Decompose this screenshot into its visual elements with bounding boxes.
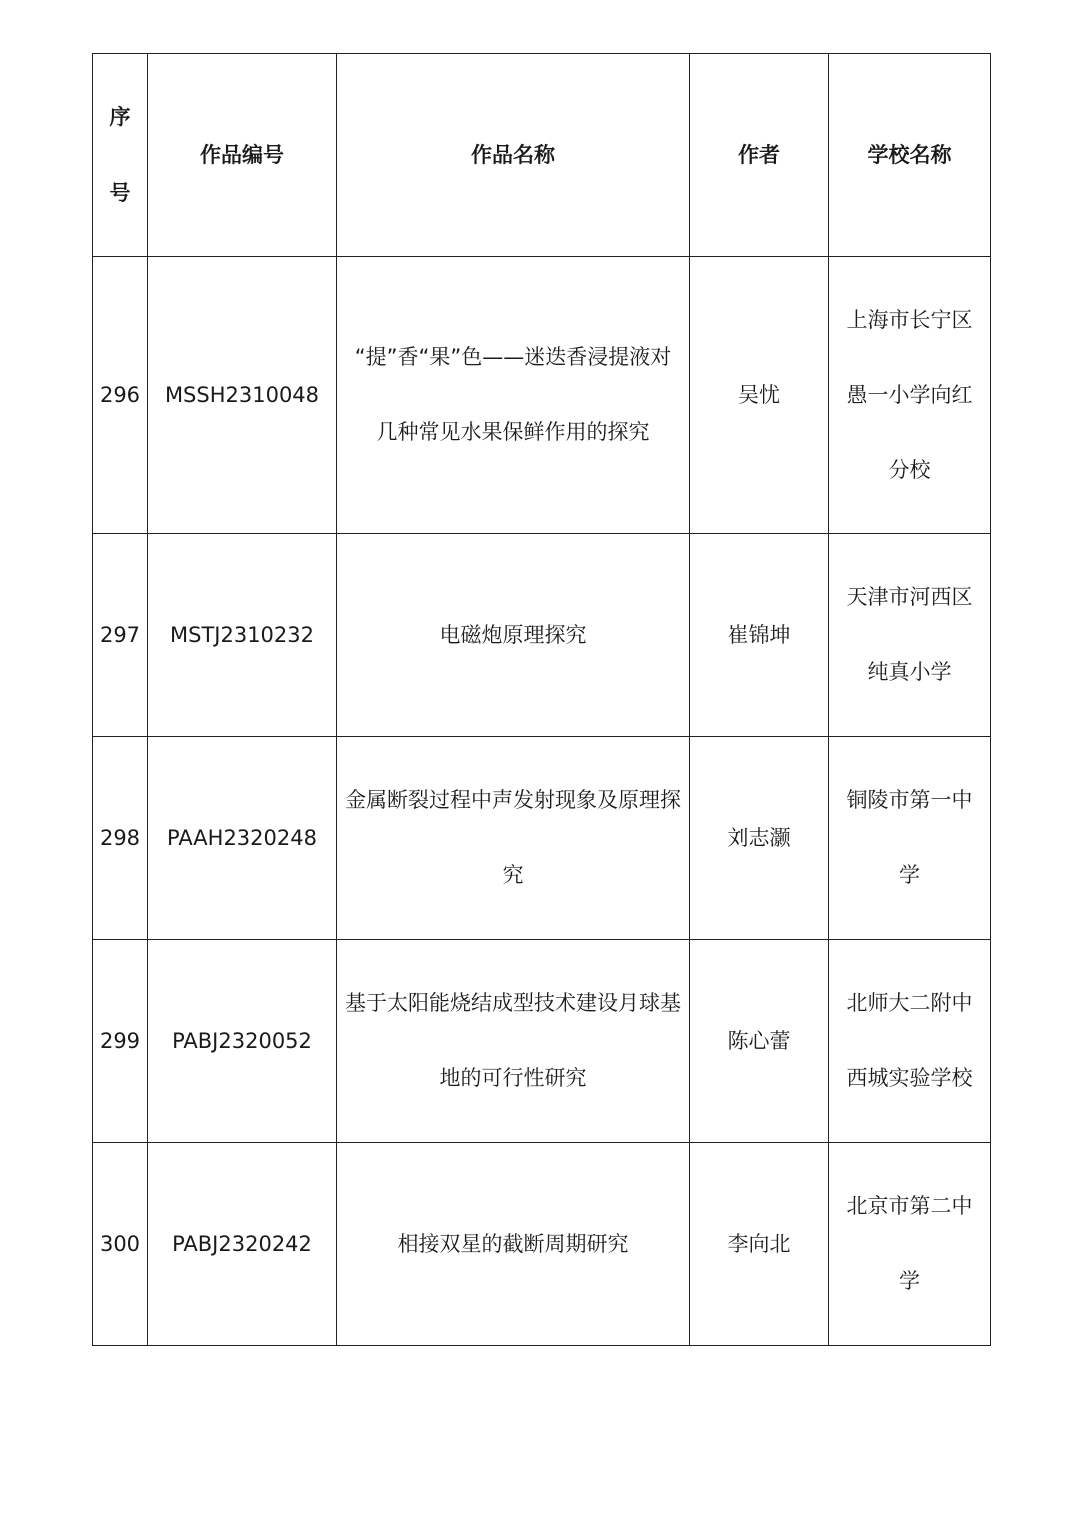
cell-title: 金属断裂过程中声发射现象及原理探究 xyxy=(337,737,690,940)
header-code: 作品编号 xyxy=(148,54,337,257)
cell-school: 上海市长宁区愚一小学向红分校 xyxy=(829,257,991,534)
cell-seq: 297 xyxy=(93,534,148,737)
header-title: 作品名称 xyxy=(337,54,690,257)
table-row xyxy=(93,1143,991,1346)
cell-author: 刘志灏 xyxy=(690,737,829,940)
header-seq: 序号 xyxy=(93,54,148,257)
cell-school: 北京市第二中学 xyxy=(829,1143,991,1346)
header-school: 学校名称 xyxy=(829,54,991,257)
awards-table xyxy=(92,53,991,1346)
cell-title: 电磁炮原理探究 xyxy=(337,534,690,737)
cell-author: 陈心蕾 xyxy=(690,940,829,1143)
cell-school: 北师大二附中西城实验学校 xyxy=(829,940,991,1143)
cell-code: PAAH2320248 xyxy=(148,737,337,940)
table-row xyxy=(93,257,991,534)
cell-author: 李向北 xyxy=(690,1143,829,1346)
cell-title: 基于太阳能烧结成型技术建设月球基地的可行性研究 xyxy=(337,940,690,1143)
table-row xyxy=(93,940,991,1143)
cell-author: 崔锦坤 xyxy=(690,534,829,737)
cell-code: MSTJ2310232 xyxy=(148,534,337,737)
cell-seq: 298 xyxy=(93,737,148,940)
table-row xyxy=(93,737,991,940)
cell-seq: 299 xyxy=(93,940,148,1143)
cell-school: 天津市河西区纯真小学 xyxy=(829,534,991,737)
table-header-row xyxy=(93,54,991,257)
cell-title: 相接双星的截断周期研究 xyxy=(337,1143,690,1346)
cell-title: “提”香“果”色——迷迭香浸提液对几种常见水果保鲜作用的探究 xyxy=(337,257,690,534)
cell-code: PABJ2320242 xyxy=(148,1143,337,1346)
cell-code: MSSH2310048 xyxy=(148,257,337,534)
cell-code: PABJ2320052 xyxy=(148,940,337,1143)
cell-school: 铜陵市第一中学 xyxy=(829,737,991,940)
header-author: 作者 xyxy=(690,54,829,257)
cell-author: 吴忧 xyxy=(690,257,829,534)
cell-seq: 300 xyxy=(93,1143,148,1346)
table-row xyxy=(93,534,991,737)
cell-seq: 296 xyxy=(93,257,148,534)
